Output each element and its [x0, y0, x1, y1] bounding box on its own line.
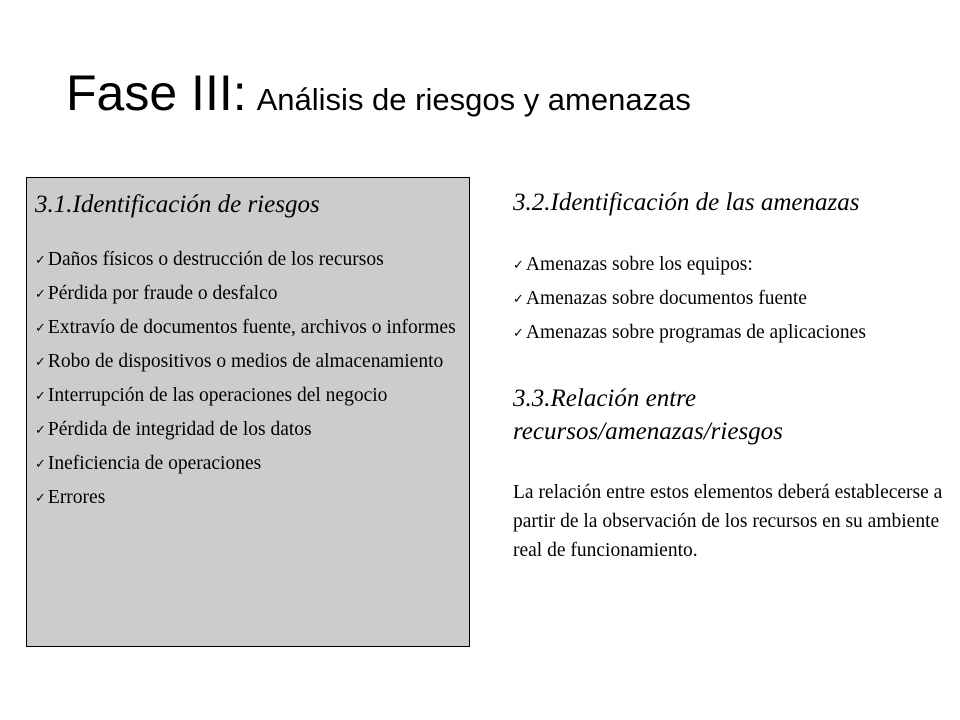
list-item [35, 316, 461, 342]
check-icon: ✓ [35, 423, 46, 438]
list-item-text: Daños físicos o destrucción de los recursos [47, 249, 384, 270]
list-item [35, 350, 461, 376]
list-item [35, 282, 461, 308]
check-icon: ✓ [35, 355, 46, 370]
right-column [513, 186, 953, 565]
check-icon: ✓ [513, 326, 524, 341]
check-icon: ✓ [513, 258, 524, 273]
list-item [35, 384, 461, 410]
list-item-text: Pérdida por fraude o desfalco [47, 283, 278, 304]
check-icon: ✓ [35, 287, 46, 302]
list-item-text: Errores [47, 487, 106, 508]
relation-paragraph: La relación entre estos elementos deberá establecerse a partir de la observación de los recursos en su ambiente real de funcionamiento. [513, 482, 943, 561]
list-item [35, 418, 461, 444]
check-icon: ✓ [35, 389, 46, 404]
slide-title-sub: Análisis de riesgos y amenazas [256, 82, 691, 117]
check-icon: ✓ [513, 292, 524, 307]
slide-title-main: Fase III: [66, 65, 247, 121]
list-item-text: Pérdida de integridad de los datos [47, 419, 312, 440]
list-item-text: Amenazas sobre documentos fuente [525, 288, 807, 309]
list-item [513, 321, 953, 347]
threat-list [513, 253, 953, 347]
list-item [35, 486, 461, 512]
slide-title [66, 65, 691, 121]
list-item-text: Interrupción de las operaciones del negocio [47, 385, 388, 406]
list-item-text: Amenazas sobre programas de aplicaciones [525, 322, 866, 343]
risk-identification-box [26, 177, 470, 647]
check-icon: ✓ [35, 253, 46, 268]
list-item [513, 287, 953, 313]
relation-heading: 3.3.Relación entre recursos/amenazas/riesgos [513, 385, 783, 445]
list-item [35, 248, 461, 274]
risk-list [35, 248, 461, 512]
list-item-text: Amenazas sobre los equipos: [525, 254, 753, 275]
list-item [35, 452, 461, 478]
check-icon: ✓ [35, 457, 46, 472]
list-item-text: Ineficiencia de operaciones [47, 453, 262, 474]
list-item-text: Extravío de documentos fuente, archivos o informes [47, 317, 456, 338]
list-item [513, 253, 953, 279]
risk-identification-heading: 3.1.Identificación de riesgos [35, 191, 320, 218]
check-icon: ✓ [35, 491, 46, 506]
list-item-text: Robo de dispositivos o medios de almacenamiento [47, 351, 444, 372]
threat-identification-heading: 3.2.Identificación de las amenazas [513, 189, 860, 216]
check-icon: ✓ [35, 321, 46, 336]
